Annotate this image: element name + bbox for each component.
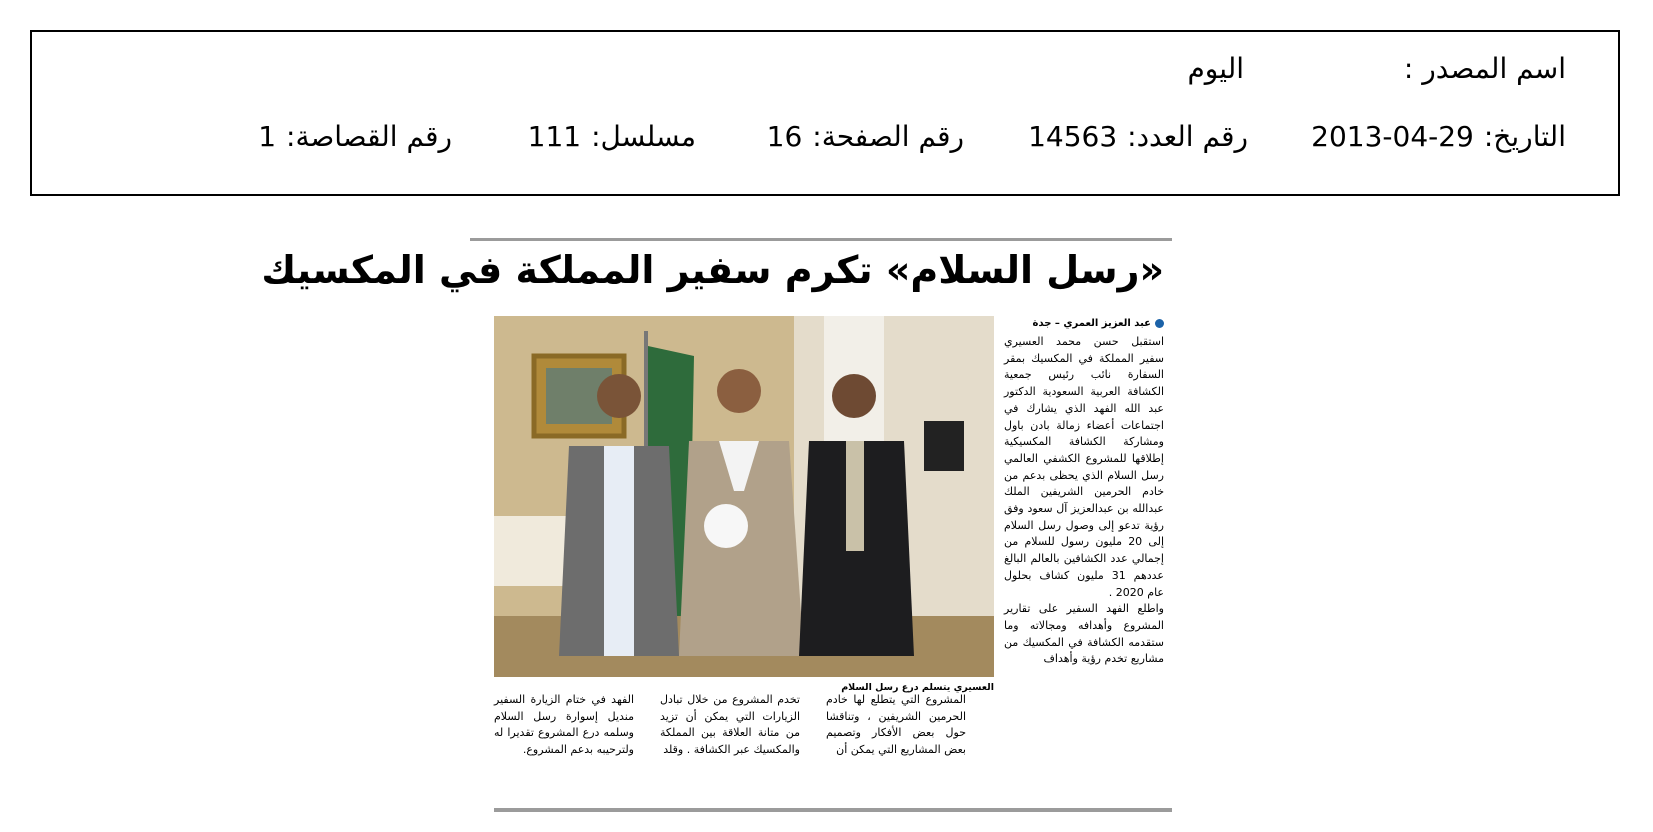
issue-label: رقم العدد: bbox=[1127, 120, 1248, 153]
clipping-info-box bbox=[30, 30, 1620, 196]
bottom-paragraph-2: تخدم المشروع من خلال تبادل الزيارات التي يمكن أن تزيد من متانة العلاقة بين المملكة والمكسيك عبر الكشافة . وقلد bbox=[660, 693, 800, 757]
source-value: اليوم bbox=[1187, 52, 1244, 85]
column-right bbox=[1004, 334, 1164, 668]
serial-value: 111 bbox=[527, 120, 582, 153]
headline: «رسل السلام» تكرم سفير المملكة في المكسيك bbox=[261, 248, 1164, 292]
date-label: التاريخ: bbox=[1483, 120, 1566, 153]
serial-field bbox=[528, 120, 696, 153]
bottom-paragraph-1: المشروع التي يتطلع لها خادم الحرمين الشريفين ، وتناقشا حول بعض الأفكار وتصميم بعض المشاريع التي يمكن أن bbox=[826, 693, 966, 757]
clip-value: 1 bbox=[258, 120, 277, 153]
photo-caption: العسيري يتسلم درع رسل السلام bbox=[841, 682, 994, 693]
issue-value: 14563 bbox=[1028, 120, 1118, 153]
byline bbox=[1006, 318, 1164, 329]
bottom-rule bbox=[494, 808, 1172, 812]
date-field bbox=[1311, 120, 1566, 153]
top-rule bbox=[470, 238, 1172, 241]
details-row bbox=[32, 120, 1618, 164]
serial-label: مسلسل: bbox=[591, 120, 696, 153]
byline-text: عبد العزيز العمري – جدة bbox=[1032, 318, 1151, 329]
page-label: رقم الصفحة: bbox=[812, 120, 964, 153]
article-photo bbox=[494, 316, 994, 677]
issue-field bbox=[1028, 120, 1248, 153]
source-row bbox=[32, 52, 1618, 96]
bullet-dot-icon bbox=[1155, 319, 1164, 328]
clip-field bbox=[258, 120, 452, 153]
page-field bbox=[767, 120, 964, 153]
column-bottom-1 bbox=[826, 692, 966, 759]
photo-illustration bbox=[494, 316, 994, 677]
source-label: اسم المصدر : bbox=[1403, 52, 1566, 85]
source-field bbox=[1404, 52, 1566, 85]
paragraph-2: واطلع الفهد السفير على تقارير المشروع وأهدافه ومجالاته وما ستقدمه الكشافة في المكسيك من مشاريع تخدم رؤية وأهداف bbox=[1004, 602, 1164, 666]
date-value: 2013-04-29 bbox=[1311, 120, 1474, 153]
source-value-field bbox=[1187, 52, 1244, 85]
column-bottom-2 bbox=[660, 692, 800, 759]
page-value: 16 bbox=[766, 120, 803, 153]
clip-label: رقم القصاصة: bbox=[286, 120, 452, 153]
column-bottom-3 bbox=[494, 692, 634, 759]
bottom-paragraph-3: الفهد في ختام الزيارة السفير منديل إسوارة رسل السلام وسلمه درع المشروع تقديرا له ولترحيبه بدعم المشروع. bbox=[494, 693, 634, 757]
newspaper-clipping bbox=[261, 238, 1172, 812]
paragraph-1: استقبل حسن محمد العسيري سفير المملكة في المكسيك بمقر السفارة نائب رئيس جمعية الكشافة العربية السعودية الدكتور عبد الله الفهد الذي يشارك في اجتماعات أعضاء زمالة بادن باول ومشاركة الكشافة المكسيكية إطلاقها للمشروع الكشفي العالمي رسل السلام الذي يحظى بدعم من خادم الحرمين الشريفين الملك عبدالله بن عبدالعزيز آل سعود وفق رؤية تدعو إلى وصول رسل السلام إلى 20 مليون رسول للسلام من إجمالي عدد الكشافين بالعالم البالغ عددهم 31 مليون كشاف بحلول عام 2020 . bbox=[1004, 335, 1164, 599]
